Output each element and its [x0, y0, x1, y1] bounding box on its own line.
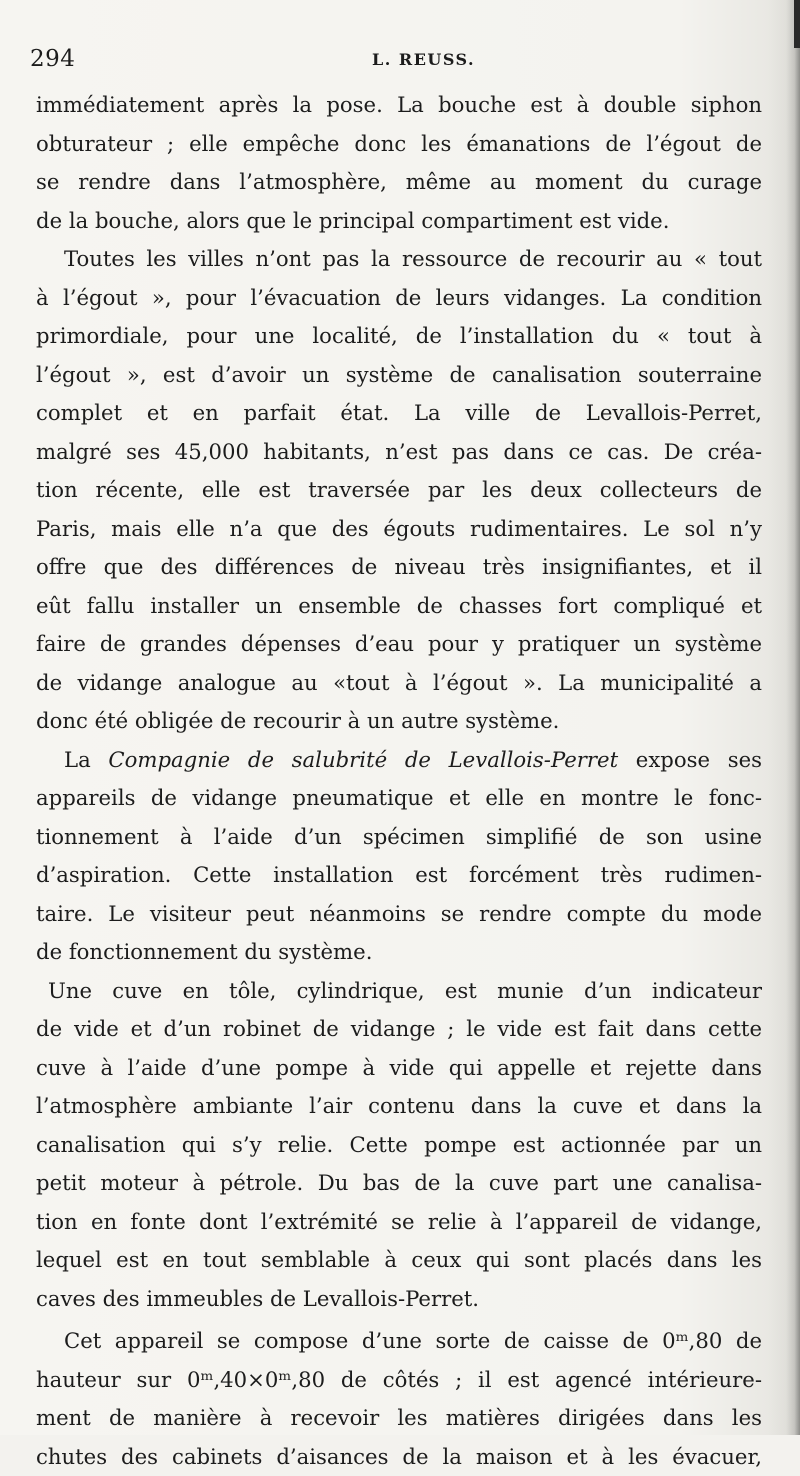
text-line: lequel est en tout semblable à ceux qui sont placés dans les [36, 1241, 762, 1280]
text-line: Paris, mais elle n’a que des égouts rudimentaires. Le sol n’y [36, 510, 762, 549]
text-span: La [64, 747, 108, 772]
paragraph [36, 86, 762, 240]
text-line: appareils de vidange pneumatique et elle en montre le fonc- [36, 779, 762, 818]
text-line: Une cuve en tôle, cylindrique, est munie d’un indicateur [36, 972, 762, 1011]
text-line [36, 741, 762, 780]
text-line: de vide et d’un robinet de vidange ; le vide est fait dans cette [36, 1010, 762, 1049]
text-line: d’aspiration. Cette installation est forcément très rudimen- [36, 856, 762, 895]
text-line: se rendre dans l’atmosphère, même au moment du curage [36, 163, 762, 202]
text-line: Toutes les villes n’ont pas la ressource de recourir au « tout [36, 240, 762, 279]
text-line: malgré ses 45,000 habitants, n’est pas dans ce cas. De créa- [36, 433, 762, 472]
text-line: l’égout », est d’avoir un système de canalisation souterraine [36, 356, 762, 395]
company-name: Compagnie de salubrité de Levallois-Perret [108, 747, 618, 772]
paragraph [36, 1322, 762, 1476]
page-number: 294 [30, 46, 75, 72]
text-line: tionnement à l’aide d’un spécimen simplifié de son usine [36, 818, 762, 857]
paragraph [36, 240, 762, 741]
page-header [30, 46, 770, 78]
body-text [36, 86, 762, 1476]
text-line: à l’égout », pour l’évacuation de leurs vidanges. La condition [36, 279, 762, 318]
paragraph [36, 741, 762, 972]
text-line: canalisation qui s’y relie. Cette pompe est actionnée par un [36, 1126, 762, 1165]
text-line: taire. Le visiteur peut néanmoins se rendre compte du mode [36, 895, 762, 934]
text-line: hauteur sur 0ᵐ,40×0ᵐ,80 de côtés ; il est agencé intérieure- [36, 1361, 762, 1400]
page-corner-mark [794, 0, 800, 48]
text-line: obturateur ; elle empêche donc les émanations de l’égout de [36, 125, 762, 164]
text-line: eût fallu installer un ensemble de chasses fort compliqué et [36, 587, 762, 626]
text-line: petit moteur à pétrole. Du bas de la cuve part une canalisa- [36, 1164, 762, 1203]
paragraph [36, 972, 762, 1319]
text-line: tion en fonte dont l’extrémité se relie à l’appareil de vidange, [36, 1203, 762, 1242]
text-line: de vidange analogue au «tout à l’égout ». La municipalité a [36, 664, 762, 703]
text-span: expose ses [618, 747, 762, 772]
text-line: primordiale, pour une localité, de l’installation du « tout à [36, 317, 762, 356]
text-line: immédiatement après la pose. La bouche est à double siphon [36, 86, 762, 125]
text-line: tion récente, elle est traversée par les deux collecteurs de [36, 471, 762, 510]
text-line: Cet appareil se compose d’une sorte de caisse de 0ᵐ,80 de [36, 1322, 762, 1361]
text-line: chutes des cabinets d’aisances de la maison et à les évacuer, [36, 1438, 762, 1476]
text-line: de fonctionnement du système. [36, 933, 762, 972]
text-line: de la bouche, alors que le principal compartiment est vide. [36, 202, 762, 241]
text-line: offre que des différences de niveau très insignifiantes, et il [36, 548, 762, 587]
text-line: complet et en parfait état. La ville de Levallois-Perret, [36, 394, 762, 433]
text-line: cuve à l’aide d’une pompe à vide qui appelle et rejette dans [36, 1049, 762, 1088]
page-edge-shadow [786, 0, 800, 1435]
text-line: l’atmosphère ambiante l’air contenu dans la cuve et dans la [36, 1087, 762, 1126]
running-head: L. REUSS. [372, 50, 475, 69]
text-line: ment de manière à recevoir les matières dirigées dans les [36, 1399, 762, 1438]
text-line: donc été obligée de recourir à un autre système. [36, 702, 762, 741]
text-line: faire de grandes dépenses d’eau pour y pratiquer un système [36, 625, 762, 664]
text-line: caves des immeubles de Levallois-Perret. [36, 1280, 762, 1319]
